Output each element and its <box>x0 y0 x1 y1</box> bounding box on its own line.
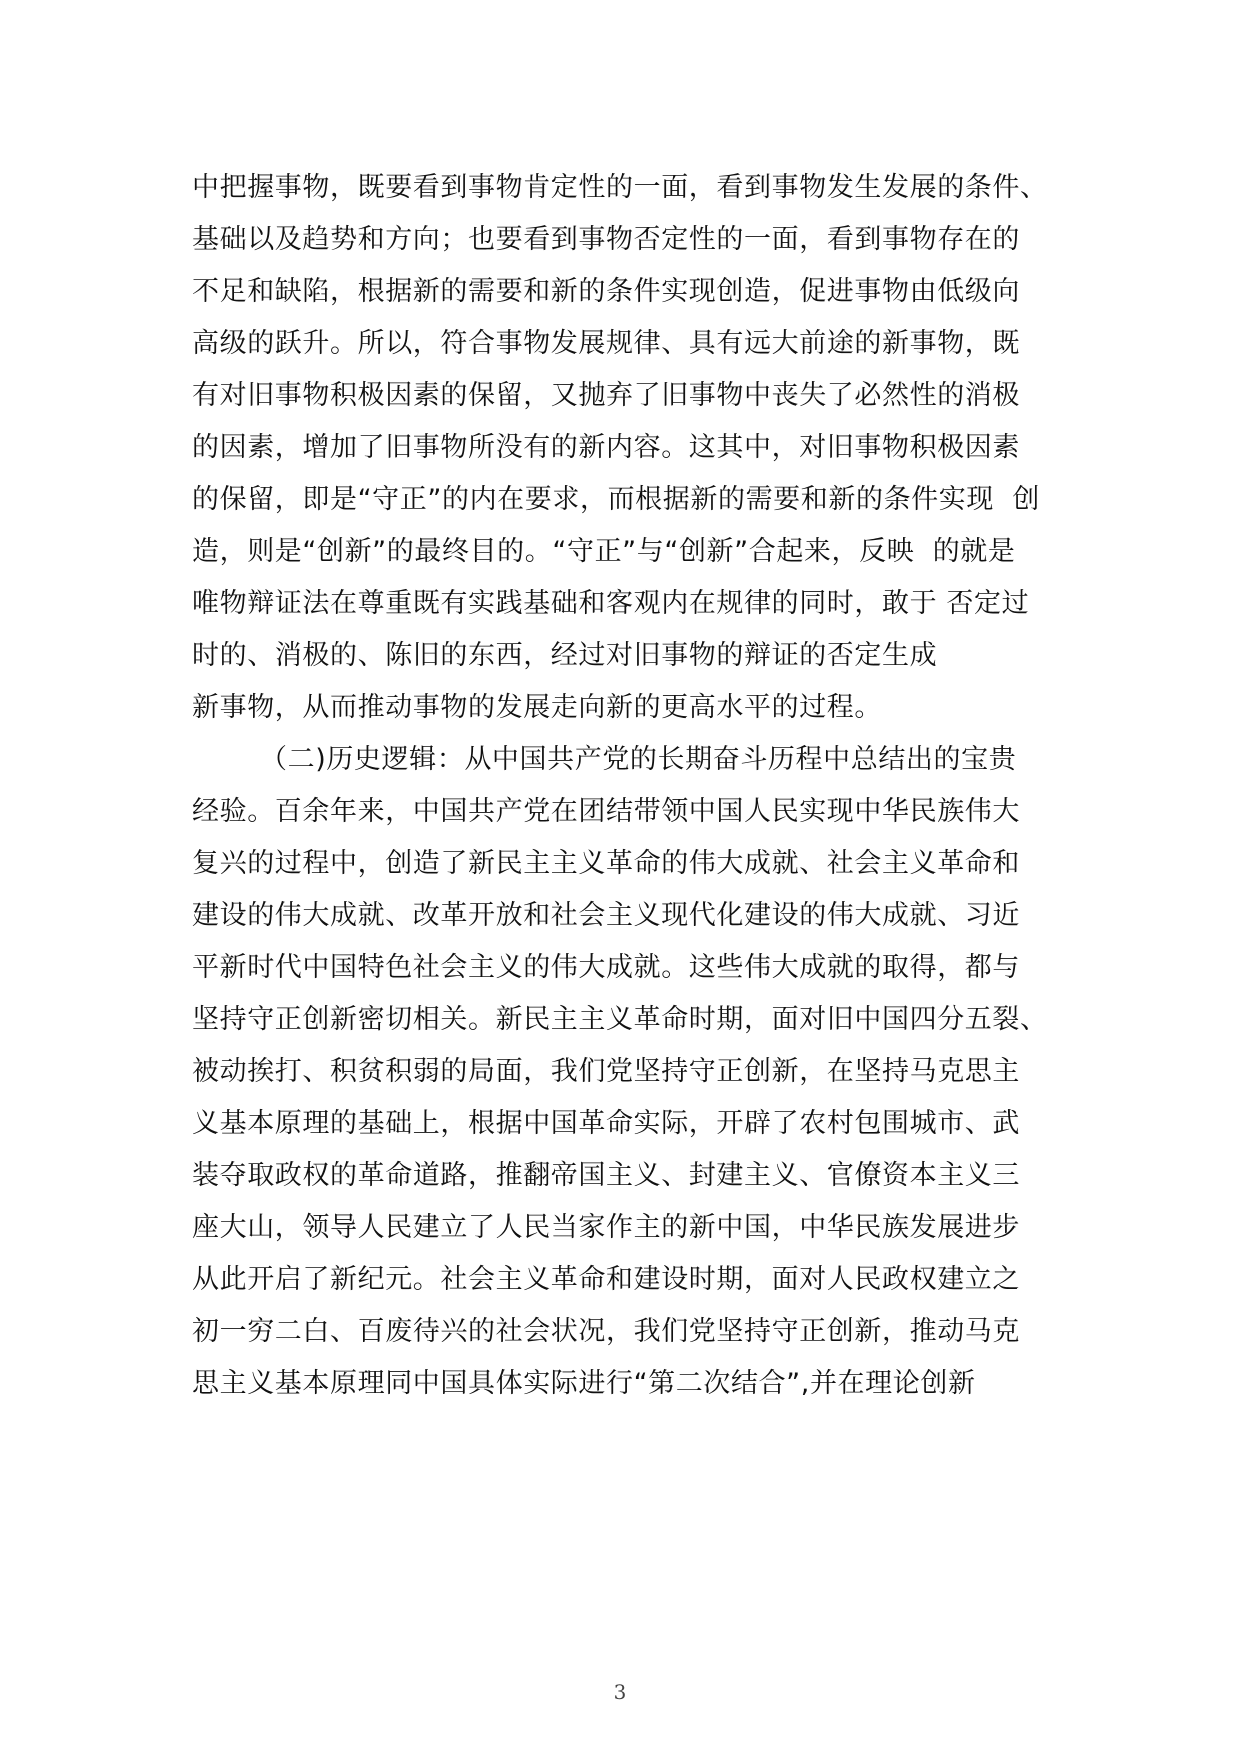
text-line: 建设的伟大成就、改革开放和社会主义现代化建设的伟大成就、习近 <box>192 900 1020 931</box>
section-heading-line: （二)历史逻辑：从中国共产党的长期奋斗历程中总结出的宝贵 <box>260 744 1017 775</box>
text-line: 复兴的过程中，创造了新民主主义革命的伟大成就、社会主义革命和 <box>192 848 1020 879</box>
text-line: 坚持守正创新密切相关。新民主主义革命时期，面对旧中国四分五裂、 <box>192 1004 1048 1035</box>
text-line: 座大山，领导人民建立了人民当家作主的新中国，中华民族发展进步 <box>192 1212 1020 1243</box>
text-line: 造，则是“创新”的最终目的。“守正”与“创新”合起来，反映 的就是 <box>192 536 1016 567</box>
text-line: 的保留，即是“守正”的内在要求，而根据新的需要和新的条件实现 创 <box>192 484 1040 515</box>
text-line: 新事物，从而推动事物的发展走向新的更高水平的过程。 <box>192 692 882 723</box>
text-line: 有对旧事物积极因素的保留，又抛弃了旧事物中丧失了必然性的消极 <box>192 380 1020 411</box>
text-line: 初一穷二白、百废待兴的社会状况，我们党坚持守正创新，推动马克 <box>192 1316 1020 1347</box>
text-line: 思主义基本原理同中国具体实际进行“第二次结合”,并在理论创新 <box>192 1368 976 1399</box>
text-line: 装夺取政权的革命道路，推翻帝国主义、封建主义、官僚资本主义三 <box>192 1160 1020 1191</box>
text-line: 唯物辩证法在尊重既有实践基础和客观内在规律的同时，敢于 否定过 <box>192 588 1030 619</box>
text-line: 时的、消极的、陈旧的东西，经过对旧事物的辩证的否定生成 <box>192 640 938 671</box>
text-line: 从此开启了新纪元。社会主义革命和建设时期，面对人民政权建立之 <box>192 1264 1020 1295</box>
text-line: 义基本原理的基础上，根据中国革命实际，开辟了农村包围城市、武 <box>192 1108 1020 1139</box>
text-line: 经验。百余年来，中国共产党在团结带领中国人民实现中华民族伟大 <box>192 796 1020 827</box>
text-line: 中把握事物，既要看到事物肯定性的一面，看到事物发生发展的条件、 <box>192 172 1048 203</box>
page-number: 3 <box>613 1680 627 1704</box>
text-line: 高级的跃升。所以，符合事物发展规律、具有远大前途的新事物，既 <box>192 328 1020 359</box>
text-line: 平新时代中国特色社会主义的伟大成就。这些伟大成就的取得，都与 <box>192 952 1020 983</box>
text-line: 的因素，增加了旧事物所没有的新内容。这其中，对旧事物积极因素 <box>192 432 1020 463</box>
text-line: 基础以及趋势和方向；也要看到事物否定性的一面，看到事物存在的 <box>192 224 1020 255</box>
body-text <box>192 162 1072 1410</box>
text-line: 不足和缺陷，根据新的需要和新的条件实现创造，促进事物由低级向 <box>192 276 1020 307</box>
text-line: 被动挨打、积贫积弱的局面，我们党坚持守正创新，在坚持马克思主 <box>192 1056 1020 1087</box>
